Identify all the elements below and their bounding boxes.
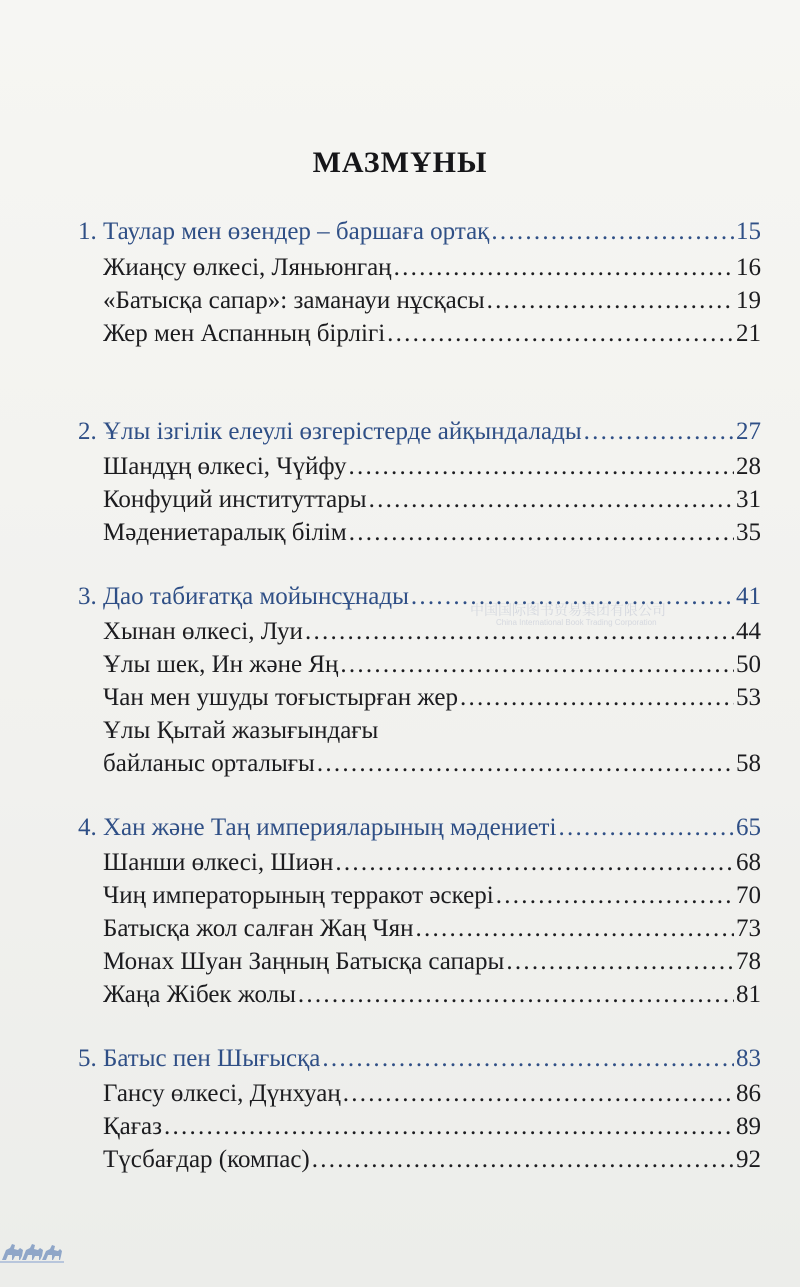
entry-title: Шанши өлкесі, Шиән bbox=[103, 849, 334, 876]
leader-dots bbox=[460, 684, 734, 712]
leader-dots bbox=[584, 418, 734, 446]
chapter-title: Батыс пен Шығысқа bbox=[103, 1045, 321, 1072]
entry-title: Жаңа Жібек жолы bbox=[103, 981, 296, 1008]
chapter-number: 3. bbox=[78, 583, 97, 610]
entry-title: Конфуций институттары bbox=[103, 486, 367, 513]
entry-page: 50 bbox=[736, 651, 761, 678]
entry-title: Монах Шуан Заңның Батысқа сапары bbox=[103, 948, 505, 975]
entry-page: 19 bbox=[736, 287, 761, 314]
toc-chapter-1[interactable] bbox=[78, 218, 761, 246]
chapter-number: 4. bbox=[78, 814, 97, 841]
entry-page: 86 bbox=[736, 1080, 761, 1107]
entry-page: 16 bbox=[736, 254, 761, 281]
entry-title: Батысқа жол салған Жаң Чян bbox=[103, 915, 414, 942]
entry-page: 44 bbox=[736, 618, 761, 645]
page-title: МАЗМҰНЫ bbox=[312, 146, 488, 179]
leader-dots bbox=[312, 1146, 734, 1174]
toc-entry[interactable] bbox=[103, 254, 761, 282]
leader-dots bbox=[487, 287, 734, 315]
toc-entry[interactable] bbox=[103, 750, 761, 778]
entry-title: Гансу өлкесі, Дүнхуаң bbox=[103, 1080, 341, 1107]
entry-page: 35 bbox=[736, 519, 761, 546]
chapter-number: 1. bbox=[78, 218, 97, 245]
leader-dots bbox=[411, 583, 734, 611]
chapter-page: 65 bbox=[736, 814, 761, 841]
leader-dots bbox=[558, 814, 734, 842]
entry-title: Шандұң өлкесі, Чүйфу bbox=[103, 453, 347, 480]
chapter-page: 27 bbox=[736, 418, 761, 445]
chapter-page: 15 bbox=[736, 218, 761, 245]
toc-entry[interactable] bbox=[103, 948, 761, 976]
toc-entry[interactable] bbox=[103, 882, 761, 910]
toc-chapter-5[interactable] bbox=[78, 1045, 761, 1073]
leader-dots bbox=[349, 519, 734, 547]
leader-dots bbox=[496, 882, 734, 910]
leader-dots bbox=[317, 750, 734, 778]
chapter-title: Ұлы ізгілік елеулі өзгерістерде айқындалады bbox=[103, 418, 582, 445]
entry-page: 81 bbox=[736, 981, 761, 1008]
toc-entry[interactable] bbox=[103, 519, 761, 547]
leader-dots bbox=[322, 1045, 734, 1073]
entry-title: байланыс орталығы bbox=[103, 750, 315, 777]
toc-entry[interactable] bbox=[103, 618, 761, 646]
entry-title: Жер мен Аспанның бірлігі bbox=[103, 320, 386, 347]
leader-dots bbox=[369, 486, 734, 514]
toc-entry[interactable] bbox=[103, 1113, 761, 1141]
entry-page: 73 bbox=[736, 915, 761, 942]
camel-caravan-icon bbox=[0, 1226, 64, 1266]
leader-dots bbox=[387, 320, 734, 348]
entry-title: Чиң императорының терракот әскері bbox=[103, 882, 494, 909]
entry-page: 89 bbox=[736, 1113, 761, 1140]
toc-entry[interactable] bbox=[103, 320, 761, 348]
toc-entry[interactable] bbox=[103, 486, 761, 514]
toc-chapter-3[interactable] bbox=[78, 583, 761, 611]
entry-title: Мәдениетаралық білім bbox=[103, 519, 347, 546]
chapter-title: Хан және Таң империяларының мәдениеті bbox=[103, 814, 557, 841]
watermark-line-1: 中国国际图书贸易集团有限公司 bbox=[470, 602, 666, 618]
toc-chapter-4[interactable] bbox=[78, 814, 761, 842]
leader-dots bbox=[415, 915, 734, 943]
entry-title: Ұлы шек, Ин және Яң bbox=[103, 651, 339, 678]
entry-page: 92 bbox=[736, 1146, 761, 1173]
leader-dots bbox=[491, 218, 734, 246]
chapter-number: 2. bbox=[78, 418, 97, 445]
toc-entry[interactable] bbox=[103, 849, 761, 877]
leader-dots bbox=[305, 618, 734, 646]
leader-dots bbox=[394, 254, 734, 282]
toc-chapter-2[interactable] bbox=[78, 418, 761, 446]
entry-page: 70 bbox=[736, 882, 761, 909]
entry-title: Жиаңсу өлкесі, Ляньюнгаң bbox=[103, 254, 392, 281]
entry-page: 78 bbox=[736, 948, 761, 975]
entry-title: Қағаз bbox=[103, 1113, 162, 1140]
toc-entry[interactable] bbox=[103, 1080, 761, 1108]
entry-title: Түсбағдар (компас) bbox=[103, 1146, 310, 1173]
toc-entry[interactable] bbox=[103, 651, 761, 679]
watermark-line-2: China International Book Trading Corporation bbox=[496, 618, 657, 627]
entry-title: «Батысқа сапар»: заманауи нұсқасы bbox=[103, 287, 485, 314]
toc-entry[interactable] bbox=[103, 981, 761, 1009]
entry-page: 68 bbox=[736, 849, 761, 876]
entry-title: Хынан өлкесі, Луи bbox=[103, 618, 303, 645]
toc-entry[interactable] bbox=[103, 1146, 761, 1174]
chapter-page: 41 bbox=[736, 583, 761, 610]
leader-dots bbox=[340, 651, 734, 679]
toc-entry-title-line-1[interactable]: Ұлы Қытай жазығындағы bbox=[103, 717, 379, 744]
leader-dots bbox=[164, 1113, 734, 1141]
toc-entry[interactable] bbox=[103, 287, 761, 315]
leader-dots bbox=[506, 948, 734, 976]
entry-page: 31 bbox=[736, 486, 761, 513]
entry-page: 53 bbox=[736, 684, 761, 711]
entry-page: 28 bbox=[736, 453, 761, 480]
entry-page: 58 bbox=[736, 750, 761, 777]
leader-dots bbox=[298, 981, 734, 1009]
entry-title: Чан мен ушуды тоғыстырған жер bbox=[103, 684, 458, 711]
leader-dots bbox=[349, 453, 734, 481]
toc-entry[interactable] bbox=[103, 453, 761, 481]
chapter-title: Таулар мен өзендер – баршаға ортақ bbox=[103, 218, 490, 245]
entry-page: 21 bbox=[736, 320, 761, 347]
toc-entry[interactable] bbox=[103, 684, 761, 712]
leader-dots bbox=[335, 849, 734, 877]
leader-dots bbox=[343, 1080, 734, 1108]
chapter-page: 83 bbox=[736, 1045, 761, 1072]
chapter-title: Дао табиғатқа мойынсұнады bbox=[103, 583, 409, 610]
toc-entry[interactable] bbox=[103, 915, 761, 943]
chapter-number: 5. bbox=[78, 1045, 97, 1072]
